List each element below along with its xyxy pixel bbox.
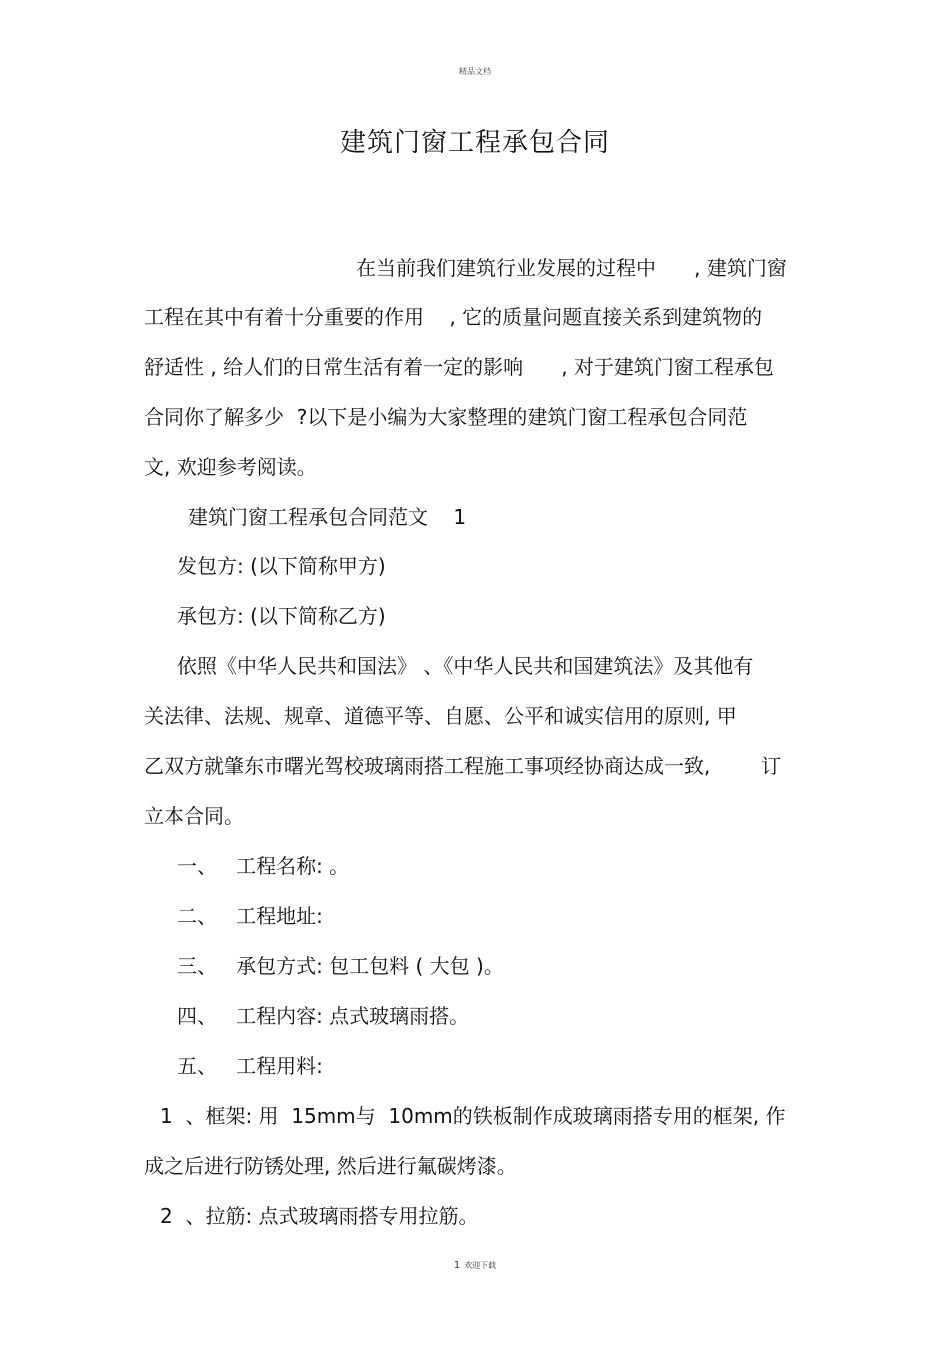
basis-line-3: 乙双方就肇东市曙光驾校玻璃雨搭工程施工事项经协商达成一致, 订 [144,754,782,778]
document-title: 建筑门窗工程承包合同 [339,128,610,158]
intro-line-4: 合同你了解多少 ?以下是小编为大家整理的建筑门窗工程承包合同范 [144,405,748,429]
item-project-name: 一、 工程名称: 。 [177,854,350,878]
material-tie-rod-line: 2 、拉筋: 点式玻璃雨搭专用拉筋。 [160,1204,479,1228]
intro-line-1: 在当前我们建筑行业发展的过程中 , 建筑门窗 [356,256,787,280]
basis-line-4: 立本合同。 [144,804,244,828]
intro-line-3: 舒适性 , 给人们的日常生活有着一定的影响 , 对于建筑门窗工程承包 [144,355,774,379]
footer-text: 欢迎下载 [464,1261,497,1270]
intro-line-2: 工程在其中有着十分重要的作用 , 它的质量问题直接关系到建筑物的 [144,305,763,329]
basis-line-2: 关法律、法规、规章、道德平等、自愿、公平和诚实信用的原则, 甲 [144,704,737,728]
party-b-line: 承包方: (以下简称乙方) [177,604,386,628]
page-header: 精品文档 [459,67,491,76]
item-project-address: 二、 工程地址: [177,904,323,928]
party-a-line: 发包方: (以下简称甲方) [177,554,386,578]
basis-line-1: 依照《中华人民共和国法》 、《中华人民共和国建筑法》及其他有 [177,654,754,678]
sample-heading: 建筑门窗工程承包合同范文 1 [188,505,467,529]
item-project-content: 四、 工程内容: 点式玻璃雨搭。 [177,1004,470,1028]
page-footer [0,1260,950,1271]
page-number: 1 [453,1260,461,1271]
item-contract-mode: 三、 承包方式: 包工包料 ( 大包 )。 [177,954,504,978]
intro-line-5: 文, 欢迎参考阅读。 [144,455,317,479]
material-frame-line-1: 1 、框架: 用 15mm与 10mm的铁板制作成玻璃雨搭专用的框架, 作 [160,1104,786,1128]
item-project-materials: 五、 工程用料: [177,1054,323,1078]
material-frame-line-2: 成之后进行防锈处理, 然后进行氟碳烤漆。 [144,1154,517,1178]
